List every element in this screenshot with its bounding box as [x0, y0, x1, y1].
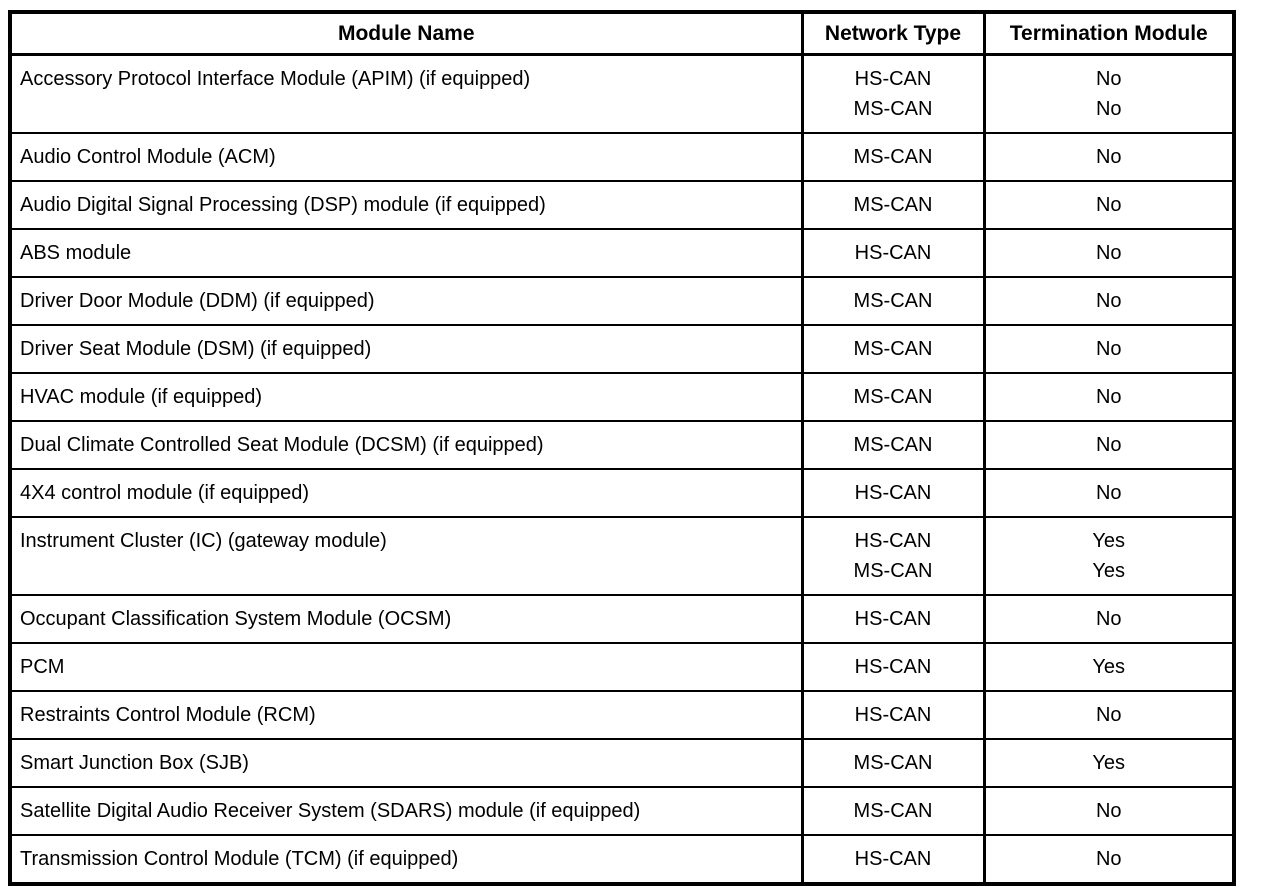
cell-termination: No	[984, 373, 1234, 421]
cell-network: HS-CAN	[802, 691, 984, 739]
table-row	[10, 517, 1234, 595]
table-body	[10, 55, 1234, 885]
cell-termination: No	[984, 787, 1234, 835]
cell-module: HVAC module (if equipped)	[10, 373, 802, 421]
cell-module: PCM	[10, 643, 802, 691]
cell-termination: No	[984, 229, 1234, 277]
cell-network: HS-CAN	[802, 643, 984, 691]
cell-module: Occupant Classification System Module (OCSM)	[10, 595, 802, 643]
cell-network: HS-CAN MS-CAN	[802, 55, 984, 134]
cell-network: HS-CAN MS-CAN	[802, 517, 984, 595]
cell-termination: No No	[984, 55, 1234, 134]
cell-network: HS-CAN	[802, 595, 984, 643]
table-row	[10, 421, 1234, 469]
table-row	[10, 325, 1234, 373]
cell-network: MS-CAN	[802, 421, 984, 469]
cell-network: MS-CAN	[802, 133, 984, 181]
table-row	[10, 595, 1234, 643]
cell-network: MS-CAN	[802, 373, 984, 421]
header-module-name: Module Name	[10, 12, 802, 55]
table-row	[10, 55, 1234, 134]
cell-termination: Yes	[984, 643, 1234, 691]
cell-module: Driver Seat Module (DSM) (if equipped)	[10, 325, 802, 373]
cell-termination: No	[984, 277, 1234, 325]
cell-module: Restraints Control Module (RCM)	[10, 691, 802, 739]
cell-termination: No	[984, 325, 1234, 373]
cell-module: Instrument Cluster (IC) (gateway module)	[10, 517, 802, 595]
cell-termination: No	[984, 691, 1234, 739]
cell-network: MS-CAN	[802, 739, 984, 787]
cell-network: HS-CAN	[802, 229, 984, 277]
header-termination-module: Termination Module	[984, 12, 1234, 55]
table-row	[10, 277, 1234, 325]
table-row	[10, 181, 1234, 229]
table-row	[10, 643, 1234, 691]
header-row	[10, 12, 1234, 55]
cell-termination: Yes	[984, 739, 1234, 787]
cell-termination: No	[984, 181, 1234, 229]
table-row	[10, 739, 1234, 787]
table-row	[10, 373, 1234, 421]
cell-termination: No	[984, 595, 1234, 643]
cell-module: Driver Door Module (DDM) (if equipped)	[10, 277, 802, 325]
cell-termination: Yes Yes	[984, 517, 1234, 595]
cell-network: MS-CAN	[802, 325, 984, 373]
cell-termination: No	[984, 835, 1234, 884]
table-row	[10, 835, 1234, 884]
cell-module: Audio Control Module (ACM)	[10, 133, 802, 181]
table-row	[10, 469, 1234, 517]
table-row	[10, 229, 1234, 277]
cell-network: MS-CAN	[802, 277, 984, 325]
header-network-type: Network Type	[802, 12, 984, 55]
cell-module: ABS module	[10, 229, 802, 277]
cell-module: Audio Digital Signal Processing (DSP) module (if equipped)	[10, 181, 802, 229]
cell-module: Smart Junction Box (SJB)	[10, 739, 802, 787]
cell-network: MS-CAN	[802, 787, 984, 835]
table-row	[10, 133, 1234, 181]
table-row	[10, 787, 1234, 835]
cell-module: Satellite Digital Audio Receiver System (SDARS) module (if equipped)	[10, 787, 802, 835]
cell-network: HS-CAN	[802, 835, 984, 884]
table-row	[10, 691, 1234, 739]
cell-module: Transmission Control Module (TCM) (if equipped)	[10, 835, 802, 884]
cell-termination: No	[984, 421, 1234, 469]
cell-network: HS-CAN	[802, 469, 984, 517]
cell-module: Dual Climate Controlled Seat Module (DCSM) (if equipped)	[10, 421, 802, 469]
cell-termination: No	[984, 469, 1234, 517]
module-network-table	[8, 10, 1236, 886]
cell-network: MS-CAN	[802, 181, 984, 229]
cell-termination: No	[984, 133, 1234, 181]
cell-module: 4X4 control module (if equipped)	[10, 469, 802, 517]
cell-module: Accessory Protocol Interface Module (APIM) (if equipped)	[10, 55, 802, 134]
